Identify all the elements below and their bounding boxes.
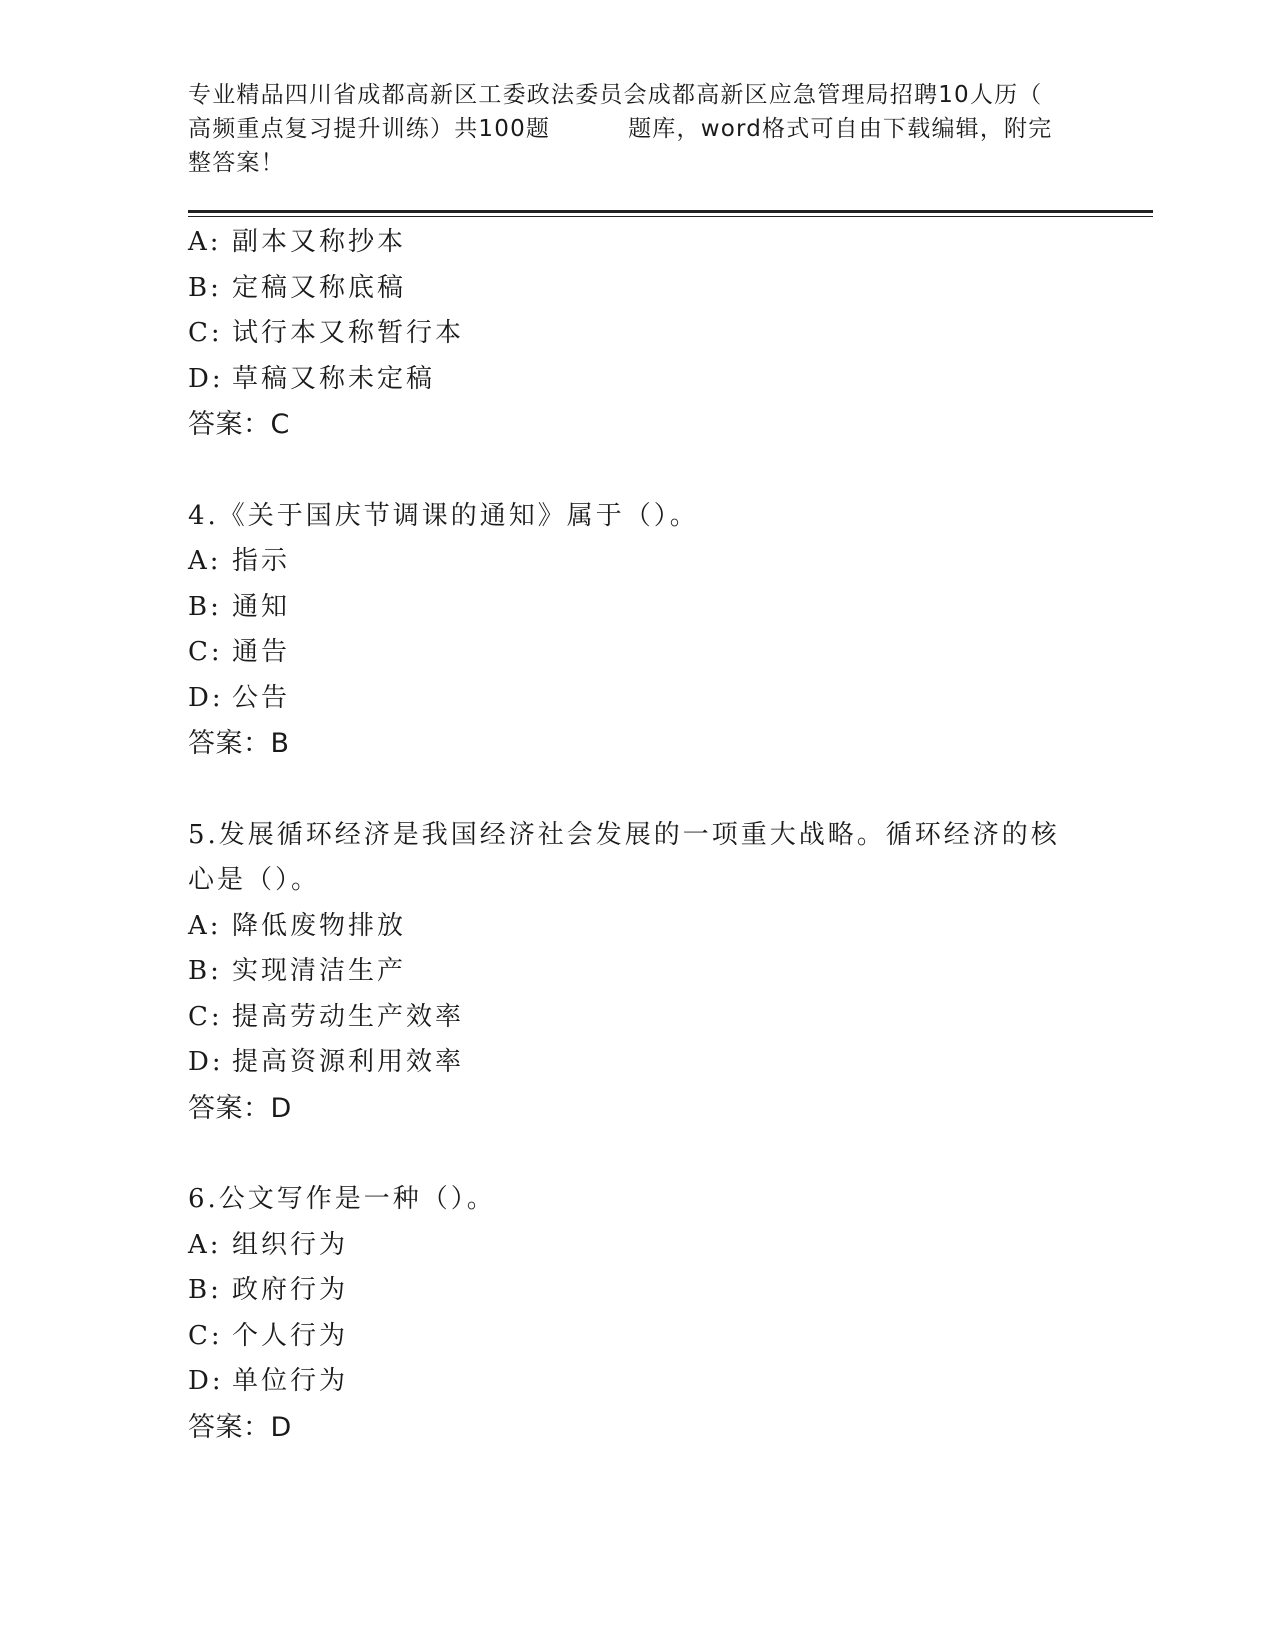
answer-line: 答案：D bbox=[188, 1411, 292, 1443]
option-a bbox=[188, 1223, 1088, 1269]
option-letter: D: bbox=[188, 363, 224, 394]
option-a bbox=[188, 904, 1088, 950]
option-text: 政府行为 bbox=[232, 1275, 349, 1305]
option-text: 定稿又称底稿 bbox=[232, 272, 407, 303]
option-text: 提高资源利用效率 bbox=[232, 1047, 465, 1077]
option-letter: D: bbox=[188, 1047, 224, 1077]
option-text: 指示 bbox=[232, 546, 291, 576]
option-c bbox=[188, 311, 1088, 357]
header-line-2-part-1: 高频重点复习提升训练）共100题 bbox=[188, 116, 551, 142]
header-line-3: 整答案！ bbox=[188, 150, 285, 176]
document-header bbox=[188, 78, 1088, 180]
header-line-2-part-2: 题库，word格式可自由下载编辑，附完 bbox=[628, 116, 1053, 142]
option-text: 降低废物排放 bbox=[232, 910, 407, 941]
option-text: 实现清洁生产 bbox=[232, 956, 407, 986]
option-letter: A: bbox=[188, 227, 222, 257]
option-text: 试行本又称暂行本 bbox=[232, 318, 465, 348]
option-d bbox=[188, 357, 1088, 403]
question-spacer bbox=[188, 1131, 1088, 1177]
option-c bbox=[188, 995, 1088, 1041]
option-letter: C: bbox=[188, 1320, 223, 1351]
option-a bbox=[188, 539, 1088, 585]
option-c bbox=[188, 1314, 1088, 1360]
question-spacer bbox=[188, 767, 1088, 813]
option-letter: B: bbox=[188, 956, 222, 986]
question-5 bbox=[188, 813, 1088, 1132]
header-line-1: 专业精品四川省成都高新区工委政法委员会成都高新区应急管理局招聘10人历（ bbox=[188, 82, 1043, 108]
option-letter: A: bbox=[188, 546, 222, 576]
option-text: 草稿又称未定稿 bbox=[232, 363, 436, 394]
option-letter: C: bbox=[188, 637, 223, 667]
option-text: 提高劳动生产效率 bbox=[232, 1001, 465, 1032]
option-letter: B: bbox=[188, 1275, 222, 1305]
option-b bbox=[188, 949, 1088, 995]
option-letter: D: bbox=[188, 1366, 224, 1396]
question-stem-line-1: 5.发展循环经济是我国经济社会发展的一项重大战略。循环经济的核 bbox=[188, 819, 1060, 850]
question-3 bbox=[188, 220, 1088, 448]
option-d bbox=[188, 1359, 1088, 1405]
header-line-2 bbox=[188, 112, 1088, 146]
option-letter: C: bbox=[188, 318, 223, 348]
option-b bbox=[188, 1268, 1088, 1314]
question-6 bbox=[188, 1177, 1088, 1450]
option-letter: A: bbox=[188, 1229, 222, 1260]
option-c bbox=[188, 630, 1088, 676]
option-text: 公告 bbox=[232, 682, 291, 713]
option-d bbox=[188, 676, 1088, 722]
option-text: 副本又称抄本 bbox=[232, 227, 407, 257]
option-text: 组织行为 bbox=[232, 1229, 349, 1260]
option-letter: A: bbox=[188, 910, 222, 941]
option-text: 单位行为 bbox=[232, 1366, 349, 1396]
option-a bbox=[188, 220, 1088, 266]
option-d bbox=[188, 1040, 1088, 1086]
answer-line: 答案：C bbox=[188, 409, 290, 440]
option-letter: B: bbox=[188, 272, 222, 303]
answer-line: 答案：D bbox=[188, 1092, 292, 1124]
option-b bbox=[188, 585, 1088, 631]
option-text: 个人行为 bbox=[232, 1320, 349, 1351]
option-letter: C: bbox=[188, 1001, 223, 1032]
question-list bbox=[188, 220, 1088, 1450]
question-4 bbox=[188, 494, 1088, 767]
answer-line: 答案：B bbox=[188, 728, 290, 759]
question-stem-line-2: 心是（）。 bbox=[188, 865, 321, 895]
header-divider-thin bbox=[188, 216, 1153, 217]
option-text: 通告 bbox=[232, 637, 291, 667]
option-letter: B: bbox=[188, 591, 222, 622]
question-stem: 4.《关于国庆节调课的通知》属于（）。 bbox=[188, 500, 699, 531]
question-spacer bbox=[188, 448, 1088, 494]
header-divider-thick bbox=[188, 210, 1153, 213]
option-b bbox=[188, 266, 1088, 312]
option-text: 通知 bbox=[232, 591, 291, 622]
question-stem: 6.公文写作是一种（）。 bbox=[188, 1184, 496, 1214]
option-letter: D: bbox=[188, 682, 224, 713]
